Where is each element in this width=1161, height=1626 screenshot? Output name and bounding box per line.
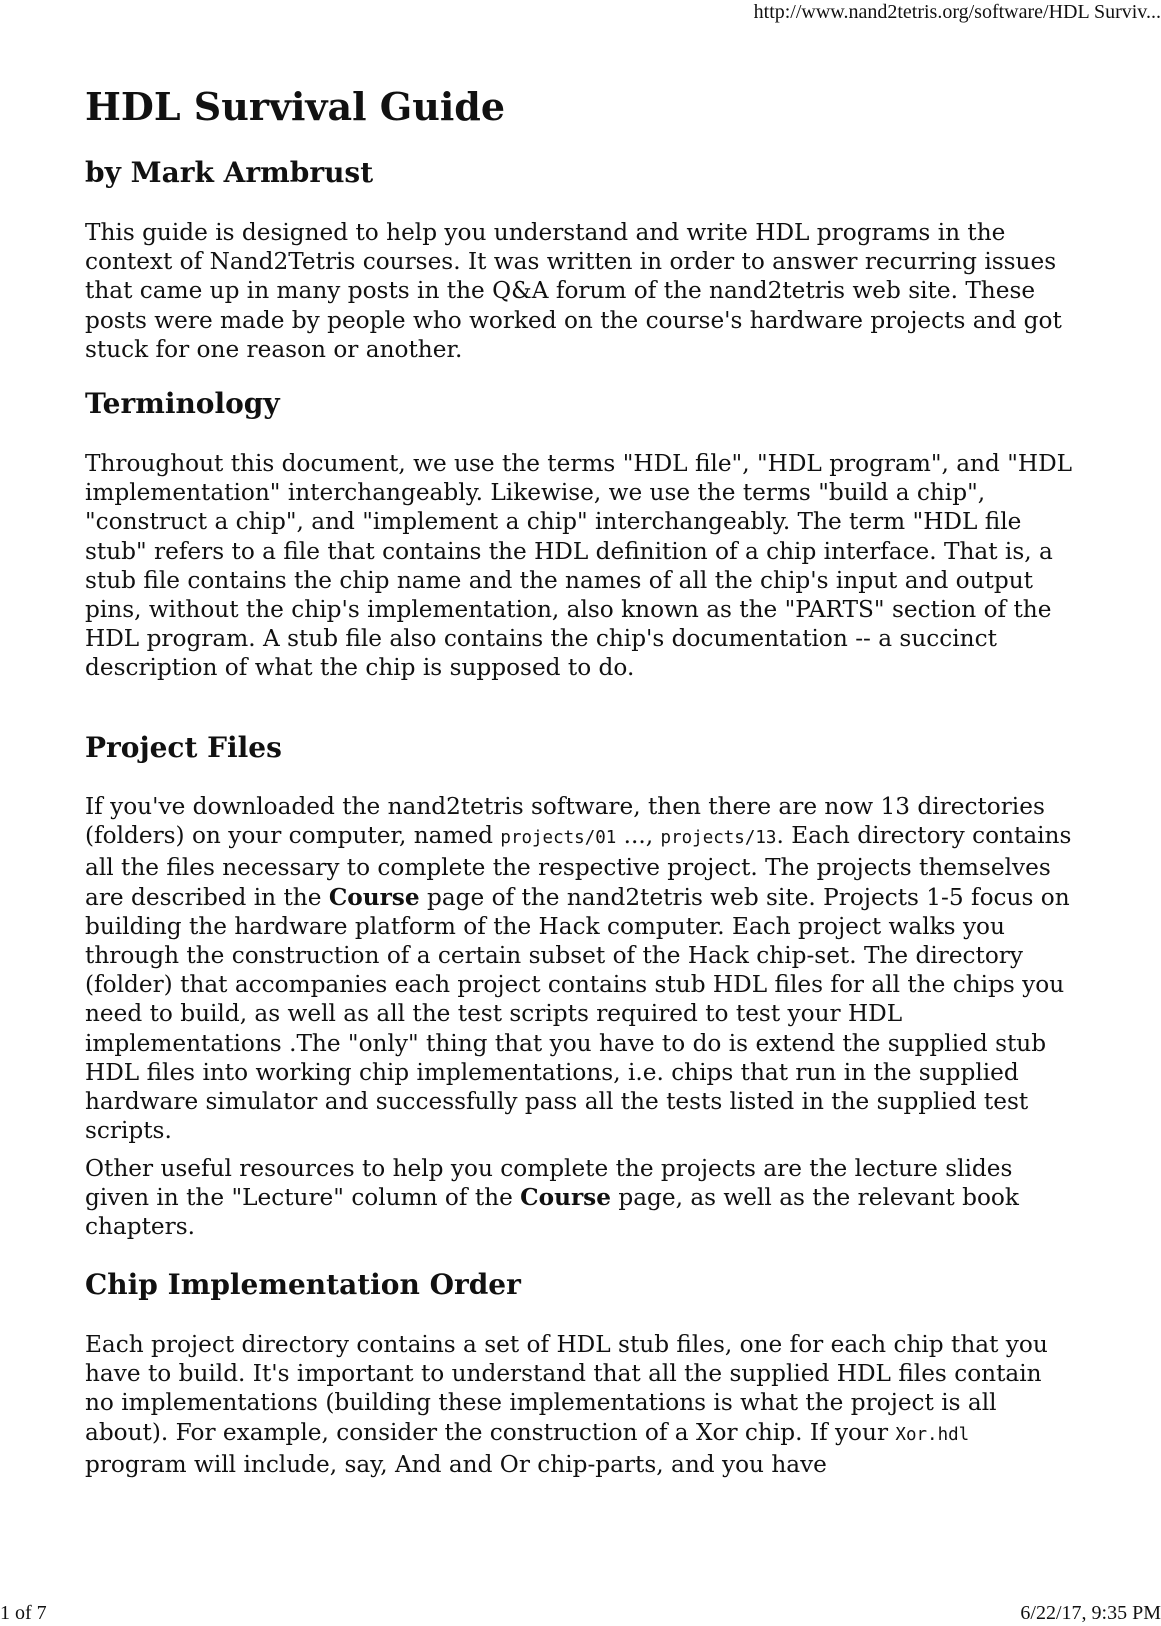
print-datetime: 6/22/17, 9:35 PM — [1020, 1602, 1161, 1624]
inline-code-projects-13: projects/13 — [660, 828, 777, 849]
text-run: program will include, say, And and Or chip-parts, and you have — [85, 1450, 827, 1478]
text-run: Each project directory contains a set of HDL stub files, one for each chip that you have to build. It's important to understand that all the supplied HDL files contain no implementations (building these implementations is what the project is all about). For example, consider the construction of a Xor chip. If your — [85, 1331, 1048, 1446]
byline: by Mark Armbrust — [85, 156, 374, 189]
page-title: HDL Survival Guide — [85, 84, 506, 129]
page-number: 1 of 7 — [0, 1602, 47, 1624]
text-run: ..., — [616, 822, 661, 850]
inline-code-projects-01: projects/01 — [500, 828, 617, 849]
intro-paragraph: This guide is designed to help you understand and write HDL programs in the context of Nand2Tetris courses. It was written in order to answer recurring issues that came up in many posts in the Q&A forum of the nand2tetris web site. These posts were made by people who worked on the course's hardware projects and got stuck for one reason or another. — [85, 219, 1062, 363]
chip-order-paragraph — [85, 1330, 1075, 1479]
bold-course: Course — [328, 883, 420, 911]
inline-code-xor-hdl: Xor.hdl — [895, 1424, 970, 1445]
text-run: page of the nand2tetris web site. Projects 1-5 focus on building the hardware platform of the Hack computer. Each project walks you through the construction of a certain subset of the Hack chip-set. The directory (folder) that accompanies each project contains stub HDL files for all the chips you need to build, as well as all the test scripts required to test your HDL implementations .The "only" thing that you have to do is extend the supplied stub HDL files into working chip implementations, i.e. chips that run in the supplied hardware simulator and successfully pass all the tests listed in the supplied test scripts. — [85, 883, 1070, 1145]
text-run: page, as well as the relevant book chapters. — [85, 1184, 1019, 1241]
text-run: If you've downloaded the nand2tetris software, then there are now 13 directories (folders) on your computer, named — [85, 793, 1045, 850]
section-heading-terminology: Terminology — [85, 387, 280, 420]
terminology-paragraph: Throughout this document, we use the terms "HDL file", "HDL program", and "HDL implementation" interchangeably. Likewise, we use the terms "build a chip", "construct a chip", and "implement a chip" interchangeably. The term "HDL file stub" refers to a file that contains the HDL definition of a chip interface. That is, a stub file contains the chip name and the names of all the chip's input and output pins, without the chip's implementation, also known as the "PARTS" section of the HDL program. A stub file also contains the chip's documentation -- a succinct description of what the chip is supposed to do. — [85, 450, 1073, 682]
resources-paragraph — [85, 1154, 1075, 1242]
bold-course: Course — [520, 1184, 611, 1212]
section-heading-project-files: Project Files — [85, 731, 282, 764]
text-run: Other useful resources to help you complete the projects are the lecture slides given in the "Lecture" column of the — [85, 1155, 1013, 1212]
project-files-paragraph — [85, 792, 1075, 1145]
text-run: . Each directory contains all the files necessary to complete the respective project. The projects themselves are described in the — [85, 822, 1072, 911]
print-header-url: http://www.nand2tetris.org/software/HDL Surviv... — [753, 1, 1161, 23]
section-heading-chip-order: Chip Implementation Order — [85, 1268, 521, 1301]
